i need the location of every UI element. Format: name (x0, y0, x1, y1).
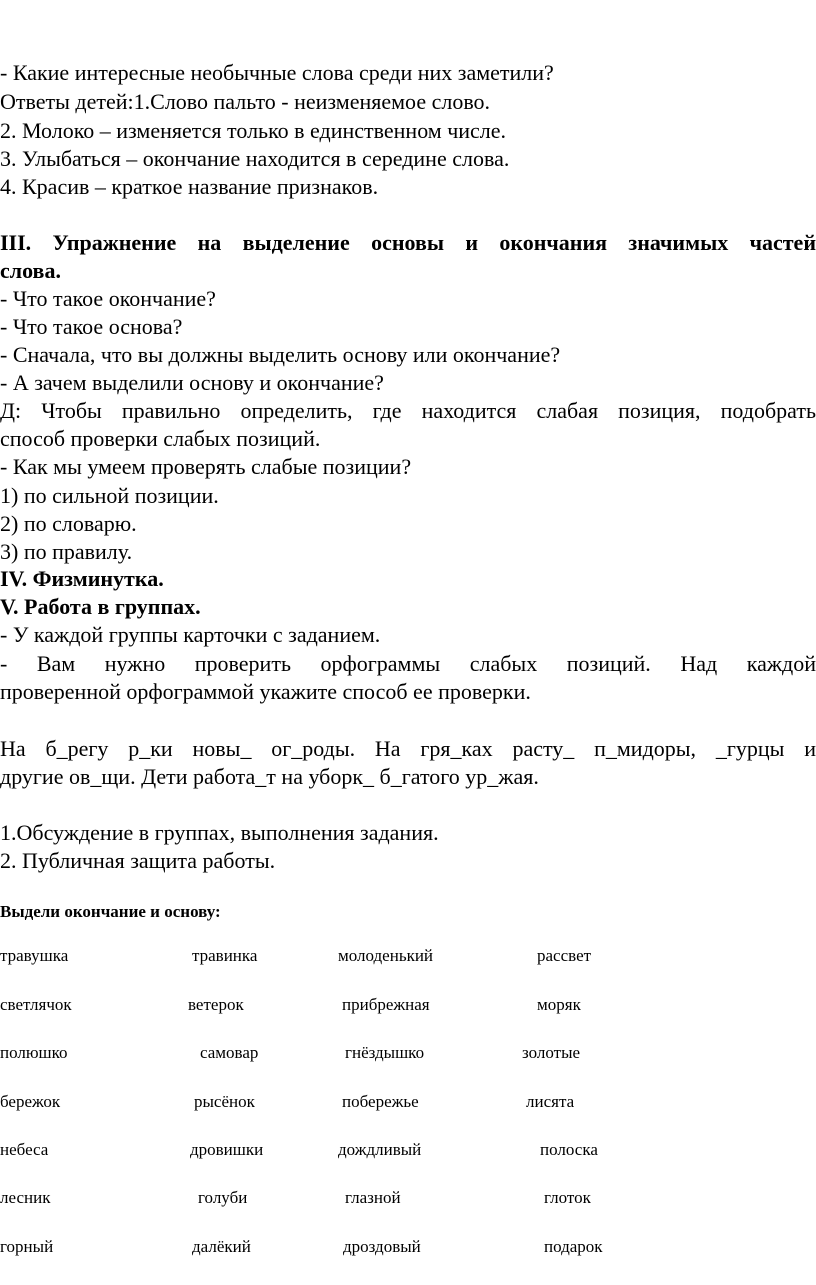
word-item: дроздовый (343, 1237, 421, 1256)
word-item: лисята (526, 1092, 575, 1111)
instruction-line: - Вам нужно проверить орфограммы слабых позиций. Над каждой (0, 651, 816, 676)
word-item: подарок (544, 1237, 603, 1256)
answer-line: Д: Чтобы правильно определить, где находится слабая позиция, подобрать (0, 398, 816, 423)
answer-line: способ проверки слабых позиций. (0, 426, 321, 451)
word-item: моряк (537, 995, 581, 1014)
list-item: 3) по правилу. (0, 539, 133, 564)
question-line: - Что такое основа? (0, 314, 183, 339)
answer-line: 4. Красив – краткое название признаков. (0, 174, 379, 199)
instruction-line: проверенной орфограммой укажите способ ее проверки. (0, 679, 531, 704)
section-heading-5: V. Работа в группах. (0, 594, 201, 619)
word-item: рассвет (537, 946, 592, 965)
section-heading-4: IV. Физминутка. (0, 566, 164, 591)
instruction-line: - У каждой группы карточки с заданием. (0, 622, 381, 647)
question-line: - Какие интересные необычные слова среди них заметили? (0, 60, 554, 85)
word-item: гнёздышко (345, 1043, 425, 1062)
answer-line: Ответы детей:1.Слово пальто - неизменяемое слово. (0, 89, 491, 114)
word-item: самовар (200, 1043, 259, 1062)
word-item: лесник (0, 1188, 51, 1207)
answer-line: 3. Улыбаться – окончание находится в середине слова. (0, 146, 510, 171)
word-item: золотые (522, 1043, 581, 1062)
section-heading-3: III. Упражнение на выделение основы и окончания значимых частей (0, 230, 816, 255)
word-item: молоденький (338, 946, 434, 965)
word-item: травинка (192, 946, 258, 965)
word-item: далёкий (192, 1237, 251, 1256)
word-item: полюшко (0, 1043, 68, 1062)
word-item: прибрежная (342, 995, 430, 1014)
word-item: дровишки (190, 1140, 264, 1159)
word-item: горный (0, 1237, 54, 1256)
word-item: ветерок (188, 995, 244, 1014)
exercise-text: На б_регу р_ки новы_ ог_роды. На гря_ках расту_ п_мидоры, _гурцы и (0, 736, 816, 761)
word-item: рысёнок (194, 1092, 255, 1111)
task-heading: Выдели окончание и основу: (0, 902, 221, 921)
answer-line: 2. Молоко – изменяется только в единственном числе. (0, 118, 507, 143)
question-line: - Что такое окончание? (0, 286, 216, 311)
step-line: 2. Публичная защита работы. (0, 848, 276, 873)
word-item: травушка (0, 946, 69, 965)
exercise-text: другие ов_щи. Дети работа_т на уборк_ б_гатого ур_жая. (0, 764, 539, 789)
question-line: - Как мы умеем проверять слабые позиции? (0, 454, 412, 479)
word-item: глазной (345, 1188, 401, 1207)
word-item: светлячок (0, 995, 72, 1014)
section-heading-3-cont: слова. (0, 258, 61, 283)
list-item: 2) по словарю. (0, 511, 137, 536)
step-line: 1.Обсуждение в группах, выполнения задания. (0, 820, 439, 845)
word-item: полоска (540, 1140, 598, 1159)
word-item: голуби (198, 1188, 248, 1207)
word-item: глоток (544, 1188, 591, 1207)
word-item: побережье (342, 1092, 419, 1111)
question-line: - Сначала, что вы должны выделить основу или окончание? (0, 342, 561, 367)
word-item: бережок (0, 1092, 61, 1111)
list-item: 1) по сильной позиции. (0, 483, 219, 508)
question-line: - А зачем выделили основу и окончание? (0, 370, 384, 395)
word-item: небеса (0, 1140, 49, 1159)
word-item: дождливый (338, 1140, 422, 1159)
